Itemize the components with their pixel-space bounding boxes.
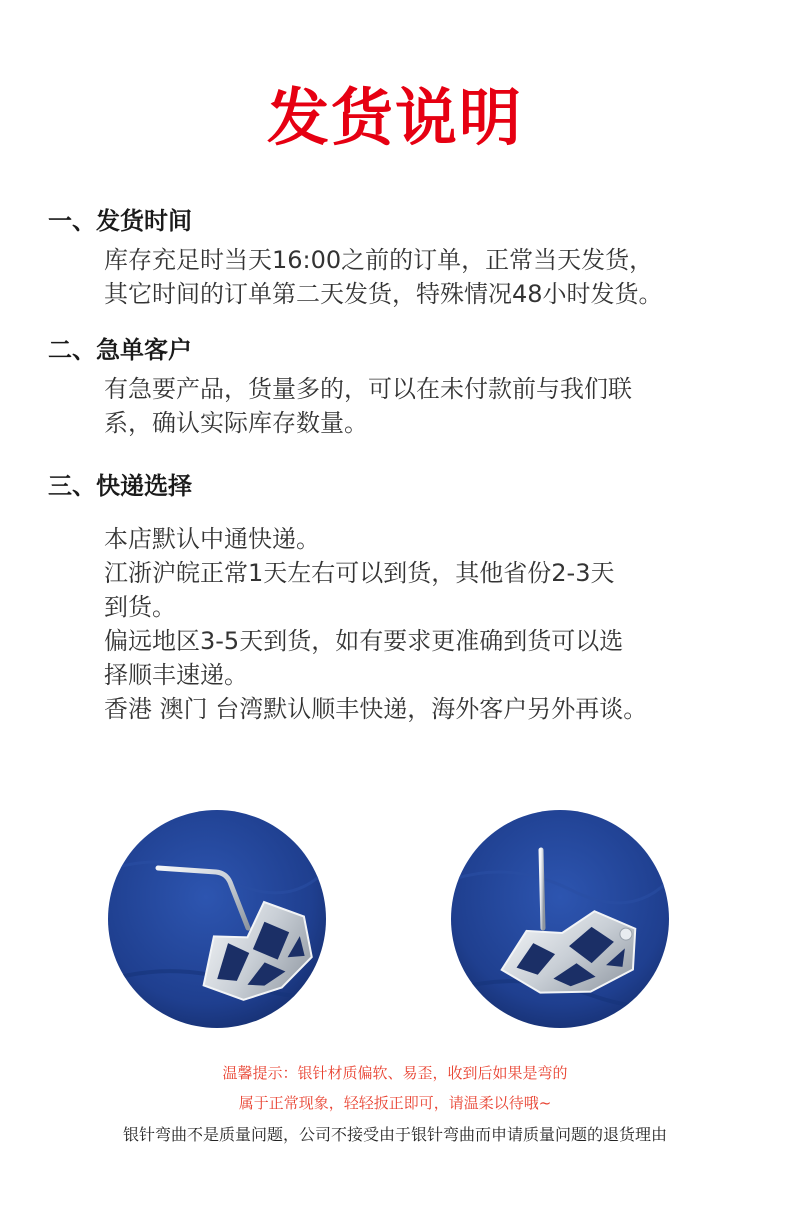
notice-return-policy: 银针弯曲不是质量问题，公司不接受由于银针弯曲而申请质量问题的退货理由 [122, 1125, 667, 1144]
body-line: 本店默认中通快递。 [104, 525, 320, 553]
page-title: 发货说明 [266, 81, 523, 154]
body-line: 其它时间的订单第二天发货，特殊情况48小时发货。 [104, 280, 663, 308]
body-line: 库存充足时当天16:00之前的订单，正常当天发货， [104, 246, 654, 274]
body-line: 偏远地区3-5天到货，如有要求更准确到货可以选 [104, 627, 624, 655]
body-line: 有急要产品，货量多的，可以在未付款前与我们联 [104, 375, 632, 403]
section-courier-choice [48, 470, 768, 726]
notice-warning-line: 温馨提示：银针材质偏软、易歪，收到后如果是弯的 [222, 1064, 568, 1082]
section-body [104, 522, 768, 726]
section-heading: 二、急单客户 [48, 336, 192, 364]
section-heading: 三、快递选择 [48, 472, 192, 500]
body-line: 江浙沪皖正常1天左右可以到货，其他省份2-3天 [104, 559, 615, 587]
section-shipping-time [48, 205, 768, 311]
body-line: 香港 澳门 台湾默认顺丰快递，海外客户另外再谈。 [104, 695, 648, 723]
section-body [104, 243, 768, 311]
notice-warning-line: 属于正常现象，轻轻扳正即可，请温柔以待哦~ [238, 1094, 552, 1112]
body-line: 到货。 [104, 593, 176, 621]
body-line: 系，确认实际库存数量。 [104, 409, 368, 437]
section-body [104, 372, 768, 440]
bent-earring-pin-photo [108, 810, 326, 1028]
section-heading: 一、发货时间 [48, 207, 192, 235]
straight-earring-pin-photo [451, 810, 669, 1028]
body-line: 择顺丰速递。 [104, 661, 248, 689]
section-urgent-orders [48, 334, 768, 440]
